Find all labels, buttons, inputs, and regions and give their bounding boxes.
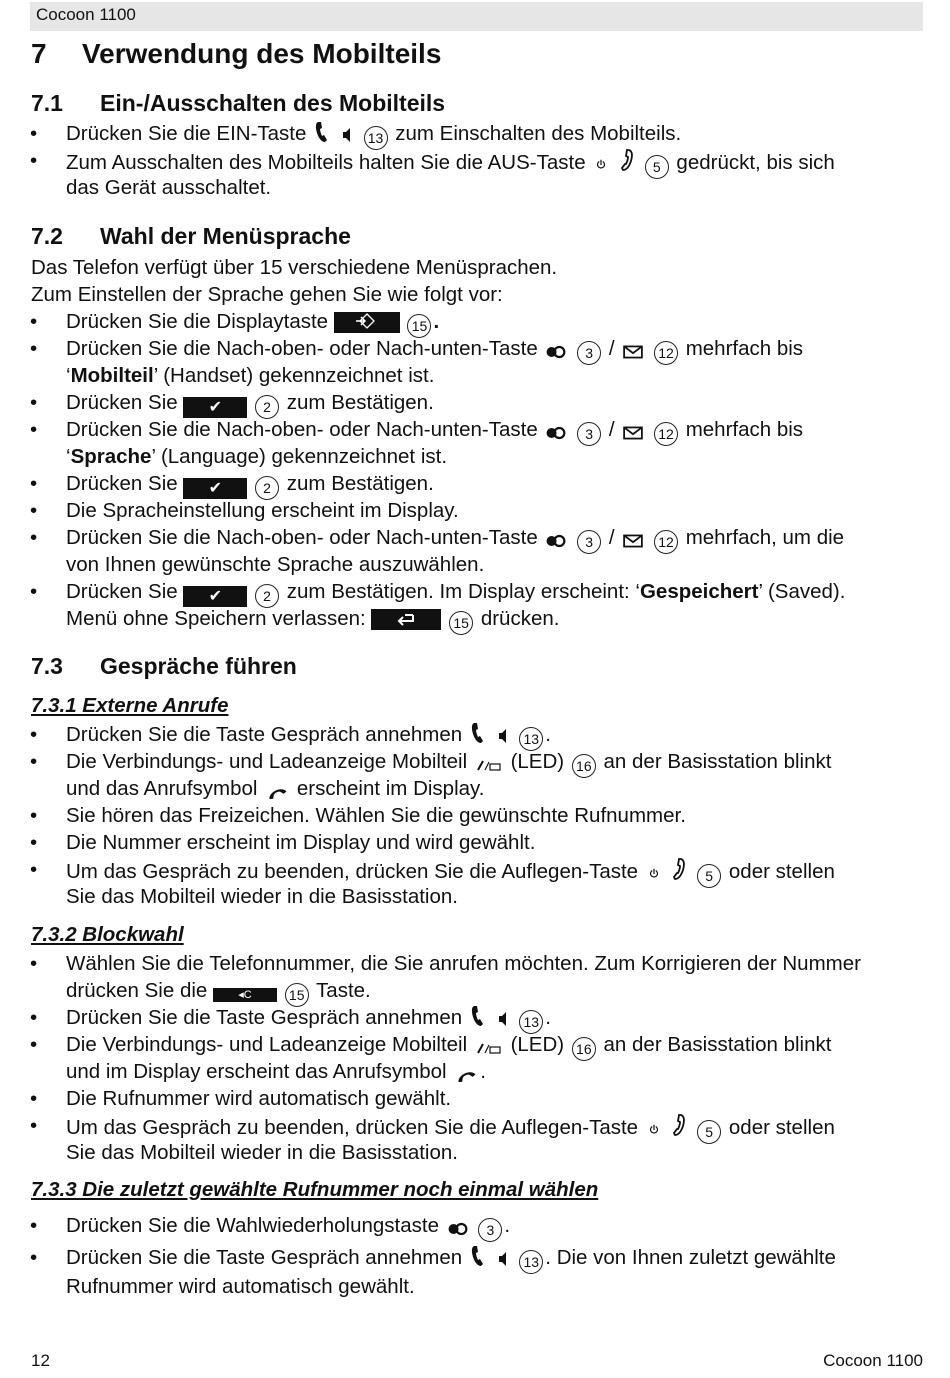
- navigation-up-icon: [546, 426, 566, 440]
- text: zum Bestätigen.: [286, 391, 434, 414]
- ref-number: 12: [654, 530, 678, 554]
- section-number: 7.3: [31, 653, 63, 679]
- handset-off-icon: [672, 1112, 686, 1138]
- bullet: •: [30, 1006, 38, 1029]
- text: Drücken Sie die EIN-Taste: [66, 122, 307, 145]
- list-item: [66, 748, 831, 778]
- chapter-title: [31, 38, 441, 70]
- ref-number: 13: [519, 1250, 543, 1274]
- ref-number: 5: [645, 155, 669, 179]
- handset-off-icon: [620, 147, 634, 173]
- bullet: •: [30, 580, 38, 603]
- call-icon: [455, 1068, 477, 1082]
- section-7-2-heading: [31, 223, 351, 250]
- speaker-icon: [497, 727, 509, 745]
- section-title: Wahl der Menüsprache: [100, 223, 351, 249]
- list-item: Die Spracheinstellung erscheint im Display.: [66, 499, 459, 522]
- handset-off-icon: [672, 856, 686, 882]
- text: Drücken Sie die Nach-oben- oder Nach-unten-Taste: [66, 526, 538, 549]
- text: Drücken Sie die Taste Gespräch annehmen: [66, 1246, 463, 1269]
- ref-number: 15: [285, 983, 309, 1007]
- ref-number: 2: [255, 584, 279, 608]
- bullet: •: [30, 952, 38, 975]
- bullet: •: [30, 418, 38, 441]
- section-number: 7.2: [31, 223, 63, 249]
- ref-number: 16: [572, 1037, 596, 1061]
- text: erscheint im Display.: [296, 777, 485, 800]
- bullet: •: [30, 1114, 38, 1137]
- text: ‘: [66, 445, 71, 468]
- text: oder stellen: [728, 860, 835, 883]
- text: .: [480, 1060, 486, 1083]
- text: und im Display erscheint das Anrufsymbol: [66, 1060, 447, 1083]
- envelope-icon: [623, 534, 643, 548]
- section-title: Ein-/Ausschalten des Mobilteils: [100, 90, 446, 116]
- ref-number: 3: [577, 530, 601, 554]
- text: drücken.: [480, 607, 560, 630]
- list-item-continuation: [66, 977, 371, 1007]
- text: Drücken Sie die Nach-oben- oder Nach-unten-Taste: [66, 337, 538, 360]
- text: .: [545, 1006, 551, 1029]
- ref-number: 13: [519, 727, 543, 751]
- handset-on-icon: [471, 1244, 485, 1268]
- list-item: Die Nummer erscheint im Display und wird gewählt.: [66, 831, 536, 854]
- bullet: •: [30, 1246, 38, 1269]
- text: Drücken Sie: [66, 580, 178, 603]
- list-item: [66, 1004, 551, 1034]
- power-icon: [647, 1122, 661, 1138]
- bullet: •: [30, 831, 38, 854]
- chapter-title-text: Verwendung des Mobilteils: [82, 38, 442, 69]
- text: Drücken Sie die Nach-oben- oder Nach-unten-Taste: [66, 418, 538, 441]
- ref-number: 13: [519, 1010, 543, 1034]
- chapter-number: 7: [31, 38, 47, 69]
- text: .: [504, 1214, 511, 1237]
- bullet: •: [30, 1087, 38, 1110]
- text: gedrückt, bis sich: [676, 151, 835, 174]
- text-bold: Mobilteil: [70, 364, 154, 387]
- text: an der Basisstation blinkt: [603, 750, 832, 773]
- paragraph: Das Telefon verfügt über 15 verschiedene Menüsprachen.: [31, 256, 558, 279]
- list-item-continuation: Sie das Mobilteil wieder in die Basisstation.: [66, 1141, 458, 1164]
- text: . Die von Ihnen zuletzt gewählte: [545, 1246, 836, 1269]
- handset-on-icon: [315, 120, 329, 144]
- text: Um das Gespräch zu beenden, drücken Sie die Auflegen-Taste: [66, 1116, 639, 1139]
- text: ’ (Handset) gekennzeichnet ist.: [153, 364, 435, 387]
- list-item: [66, 578, 845, 608]
- speaker-icon: [497, 1010, 509, 1028]
- ref-number: 3: [577, 422, 601, 446]
- section-7-3-heading: [31, 653, 297, 680]
- page-number: 12: [31, 1351, 50, 1370]
- call-icon: [266, 785, 288, 799]
- text: .: [433, 310, 440, 333]
- subsection-7-3-1-heading: 7.3.1 Externe Anrufe: [31, 694, 229, 717]
- text: Drücken Sie die Taste Gespräch annehmen: [66, 1006, 463, 1029]
- power-icon: [594, 157, 608, 173]
- redial-icon: [448, 1222, 468, 1236]
- text: (LED): [510, 750, 565, 773]
- bullet: •: [30, 858, 38, 881]
- list-item-continuation: [66, 362, 434, 389]
- list-item-continuation: Rufnummer wird automatisch gewählt.: [66, 1275, 415, 1298]
- bullet: •: [30, 526, 38, 549]
- header-title: Cocoon 1100: [36, 5, 136, 24]
- list-item-continuation: [66, 1058, 486, 1085]
- list-item: [66, 470, 434, 500]
- text: (LED): [510, 1033, 565, 1056]
- bullet: •: [30, 391, 38, 414]
- text: Drücken Sie: [66, 391, 178, 414]
- slash: /: [608, 526, 615, 549]
- list-item: Wählen Sie die Telefonnummer, die Sie anrufen möchten. Zum Korrigieren der Nummer: [66, 952, 861, 975]
- text: drücken Sie die: [66, 979, 208, 1002]
- bullet: •: [30, 1214, 38, 1237]
- text: .: [545, 723, 551, 746]
- text: Drücken Sie die Wahlwiederholungstaste: [66, 1214, 439, 1237]
- list-item: Sie hören das Freizeichen. Wählen Sie die gewünschte Rufnummer.: [66, 804, 686, 827]
- speaker-icon: [341, 126, 353, 144]
- handset-on-icon: [471, 721, 485, 745]
- list-item: [66, 1212, 510, 1242]
- text: ‘: [66, 364, 71, 387]
- display-key-icon: [334, 312, 400, 333]
- clear-key-icon: ◂C: [213, 988, 277, 1002]
- text: Drücken Sie die Taste Gespräch annehmen: [66, 723, 463, 746]
- section-7-1-heading: [31, 90, 445, 117]
- list-item: Die Rufnummer wird automatisch gewählt.: [66, 1087, 452, 1110]
- text: an der Basisstation blinkt: [603, 1033, 832, 1056]
- navigation-up-icon: [546, 345, 566, 359]
- subsection-7-3-3-heading: 7.3.3 Die zuletzt gewählte Rufnummer noch einmal wählen: [31, 1178, 599, 1201]
- list-item: [66, 120, 681, 150]
- ref-number: 15: [449, 611, 473, 635]
- subsection-7-3-2-heading: 7.3.2 Blockwahl: [31, 923, 184, 946]
- bullet: •: [30, 804, 38, 827]
- ref-number: 12: [654, 341, 678, 365]
- text: Taste.: [316, 979, 371, 1002]
- text: zum Einschalten des Mobilteils.: [395, 122, 682, 145]
- text: und das Anrufsymbol: [66, 777, 258, 800]
- header-bar: [30, 2, 923, 31]
- text: zum Bestätigen. Im Display erscheint: ‘: [286, 580, 640, 603]
- bullet: •: [30, 472, 38, 495]
- list-item: [66, 335, 803, 365]
- list-item: [66, 389, 434, 419]
- text: oder stellen: [728, 1116, 835, 1139]
- navigation-up-icon: [546, 534, 566, 548]
- led-icon: [476, 1041, 502, 1055]
- section-title: Gespräche führen: [100, 653, 297, 679]
- ref-number: 3: [478, 1218, 502, 1242]
- list-item-continuation: Sie das Mobilteil wieder in die Basisstation.: [66, 885, 458, 908]
- list-item-continuation: das Gerät ausschaltet.: [66, 176, 272, 199]
- power-icon: [647, 866, 661, 882]
- bullet: •: [30, 149, 38, 172]
- text-bold: Gespeichert: [639, 580, 759, 603]
- slash: /: [608, 337, 615, 360]
- envelope-icon: [623, 345, 643, 359]
- text: Drücken Sie die Displaytaste: [66, 310, 329, 333]
- text: mehrfach bis: [685, 337, 804, 360]
- text: ’ (Saved).: [758, 580, 846, 603]
- slash: /: [608, 418, 615, 441]
- section-number: 7.1: [31, 90, 63, 116]
- text: mehrfach bis: [685, 418, 804, 441]
- handset-on-icon: [471, 1004, 485, 1028]
- list-item-continuation: [66, 605, 559, 635]
- footer-product: Cocoon 1100: [823, 1351, 923, 1370]
- bullet: •: [30, 310, 38, 333]
- text: Die Verbindungs- und Ladeanzeige Mobilteil: [66, 1033, 468, 1056]
- bullet: •: [30, 337, 38, 360]
- list-item-continuation: [66, 775, 484, 802]
- ref-number: 3: [577, 341, 601, 365]
- ref-number: 2: [255, 476, 279, 500]
- bullet: •: [30, 750, 38, 773]
- text: Die Verbindungs- und Ladeanzeige Mobilteil: [66, 750, 468, 773]
- ref-number: 5: [697, 1120, 721, 1144]
- list-item: [66, 1244, 836, 1274]
- ref-number: 5: [697, 864, 721, 888]
- text: ’ (Language) gekennzeichnet ist.: [151, 445, 448, 468]
- bullet: •: [30, 723, 38, 746]
- list-item: [66, 416, 803, 446]
- ref-number: 2: [255, 395, 279, 419]
- list-item-continuation: von Ihnen gewünschte Sprache auszuwählen.: [66, 553, 485, 576]
- ref-number: 16: [572, 754, 596, 778]
- list-item: [66, 721, 551, 751]
- text-bold: Sprache: [70, 445, 152, 468]
- list-item: [66, 524, 844, 554]
- bullet: •: [30, 122, 38, 145]
- ref-number: 13: [364, 126, 388, 150]
- list-item-continuation: [66, 443, 447, 470]
- confirm-key-icon: ✔: [183, 478, 247, 499]
- confirm-key-icon: ✔: [183, 397, 247, 418]
- back-key-icon: [371, 609, 441, 630]
- speaker-icon: [497, 1250, 509, 1268]
- text: zum Bestätigen.: [286, 472, 434, 495]
- text: mehrfach, um die: [685, 526, 845, 549]
- text: Zum Ausschalten des Mobilteils halten Sie die AUS-Taste: [66, 151, 586, 174]
- text: Menü ohne Speichern verlassen:: [66, 607, 366, 630]
- ref-number: 15: [407, 314, 431, 338]
- paragraph: Zum Einstellen der Sprache gehen Sie wie folgt vor:: [31, 283, 503, 306]
- text: Drücken Sie: [66, 472, 178, 495]
- bullet: •: [30, 499, 38, 522]
- text: Um das Gespräch zu beenden, drücken Sie die Auflegen-Taste: [66, 860, 639, 883]
- list-item: [66, 308, 439, 338]
- list-item: [66, 1031, 831, 1061]
- envelope-icon: [623, 426, 643, 440]
- confirm-key-icon: ✔: [183, 586, 247, 607]
- led-icon: [476, 758, 502, 772]
- bullet: •: [30, 1033, 38, 1056]
- ref-number: 12: [654, 422, 678, 446]
